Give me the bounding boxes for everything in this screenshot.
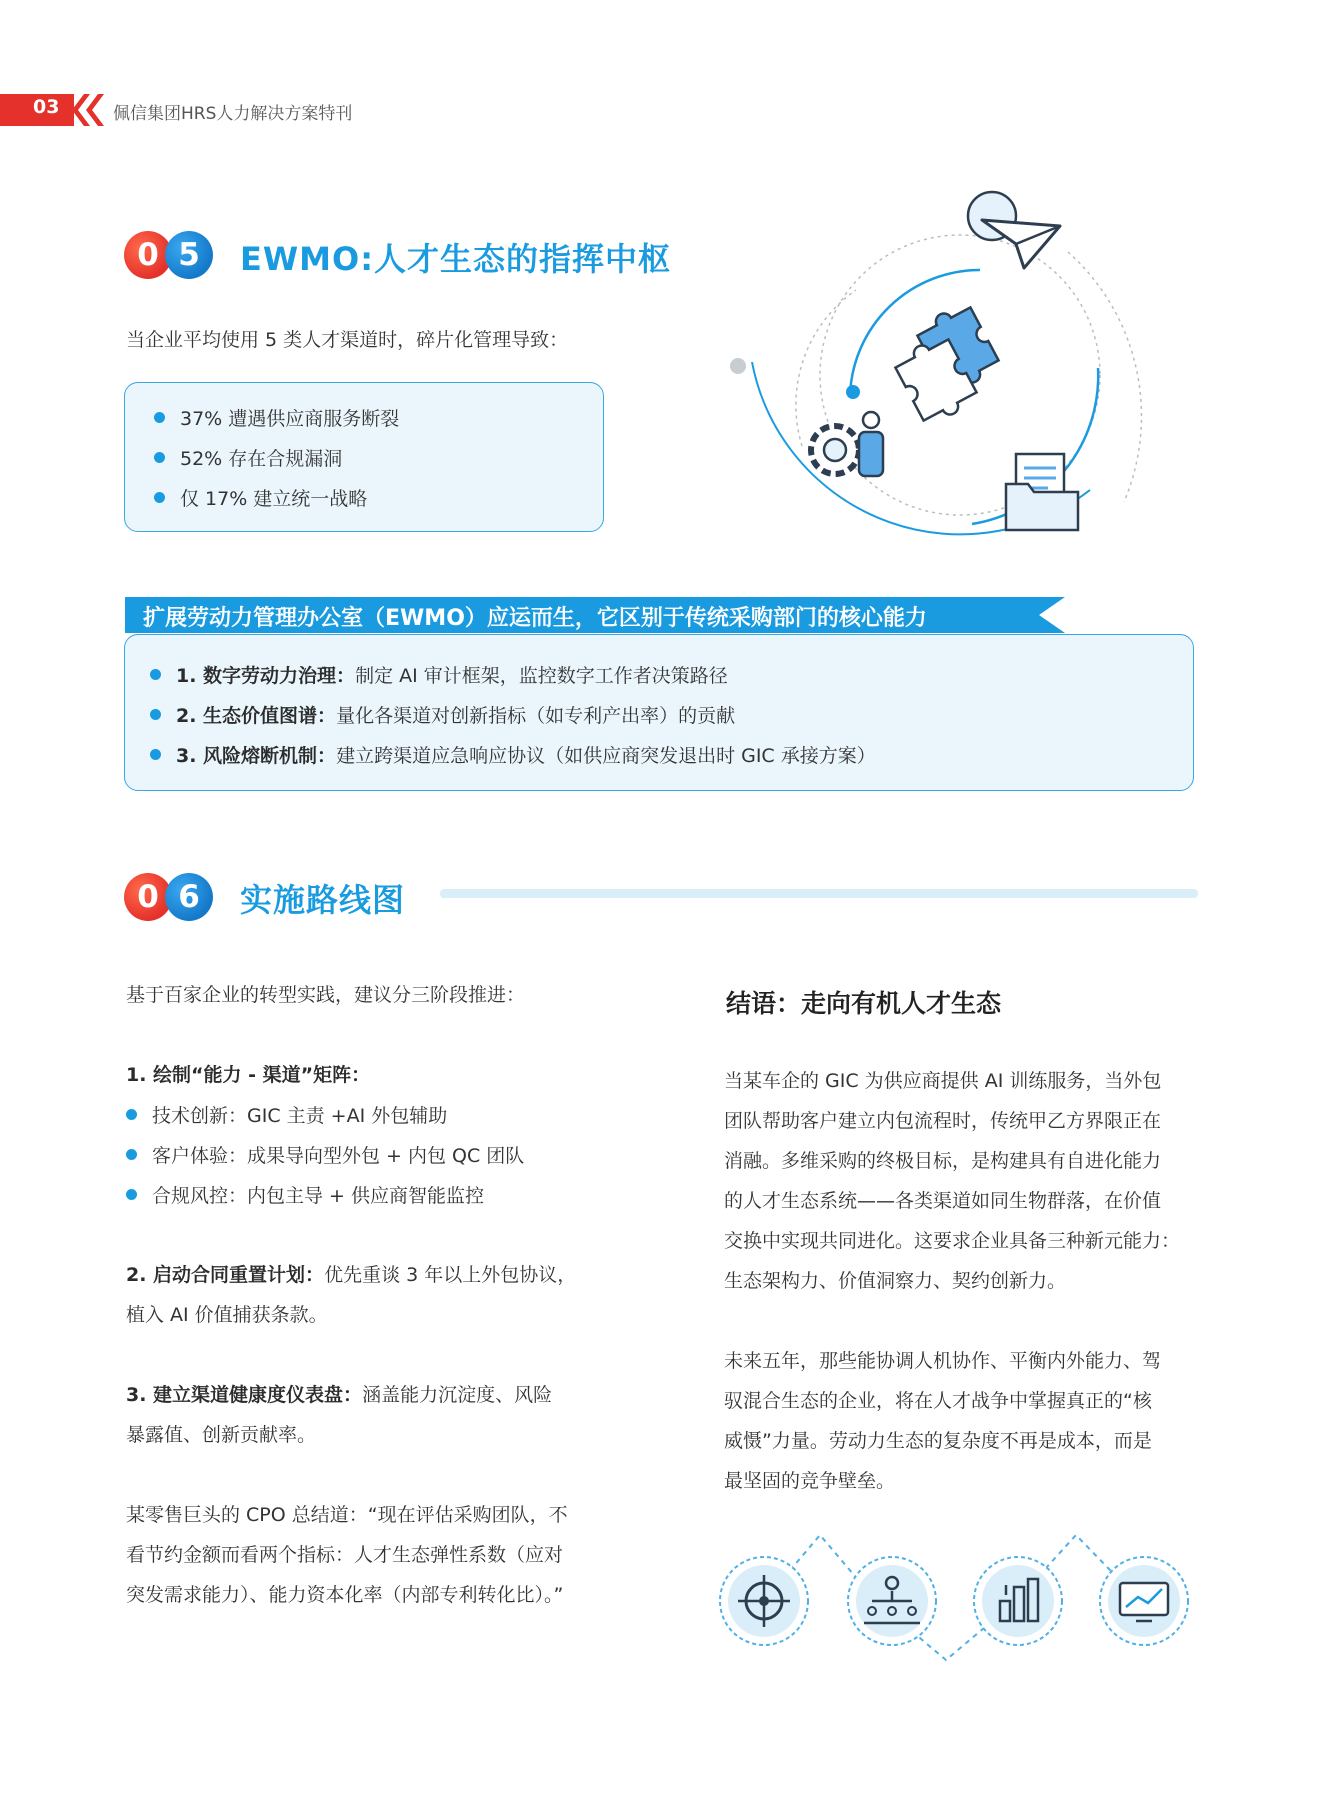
quote-line: 某零售巨头的 CPO 总结道：“现在评估采购团队，不 [126, 1504, 568, 1526]
section-title: EWMO:人才生态的指挥中枢 [240, 240, 672, 278]
bullet-dot-icon [126, 1149, 137, 1160]
puzzle-icon [892, 300, 1003, 427]
quote-line: 看节约金额而看两个指标：人才生态弹性系数（应对 [126, 1544, 564, 1566]
conclusion-line: 未来五年，那些能协调人机协作、平衡内外能力、驾 [724, 1350, 1162, 1372]
conclusion-line: 驭混合生态的企业，将在人才战争中掌握真正的“核 [724, 1390, 1152, 1412]
list-item: 客户体验：成果导向型外包 + 内包 QC 团队 [126, 1141, 524, 1168]
list-item: 52% 存在合规漏洞 [154, 444, 342, 471]
quote-line: 突发需求能力）、能力资本化率（内部专利转化比）。” [126, 1584, 564, 1606]
bullet-dot-icon [150, 669, 161, 680]
banner-heading: 扩展劳动力管理办公室（EWMO）应运而生，它区别于传统采购部门的核心能力 [143, 606, 927, 631]
section-intro: 当企业平均使用 5 类人才渠道时，碎片化管理导致： [126, 329, 569, 351]
gear-person-icon [811, 412, 883, 476]
list-item: 2. 生态价值图谱：量化各渠道对创新指标（如专利产出率）的贡献 [150, 701, 735, 728]
section-badge-digit: 0 [124, 873, 172, 921]
section-badge-digit: 0 [124, 231, 172, 279]
step-paragraph: 3. 建立渠道健康度仪表盘：涵盖能力沉淀度、风险 [126, 1384, 553, 1406]
page-number: 03 [33, 96, 60, 118]
target-icon [720, 1557, 808, 1645]
conclusion-line: 消融。多维采购的终极目标，是构建具有自进化能力 [724, 1150, 1162, 1172]
section-badge-digit: 5 [165, 231, 213, 279]
conclusion-line: 威慑”力量。劳动力生态的复杂度不再是成本，而是 [724, 1430, 1152, 1452]
chevron-left-icon [70, 92, 106, 128]
bullet-dot-icon [150, 709, 161, 720]
section-divider [440, 889, 1198, 898]
section-intro: 基于百家企业的转型实践，建议分三阶段推进： [126, 984, 526, 1006]
list-item: 3. 风险熔断机制：建立跨渠道应急响应协议（如供应商突发退出时 GIC 承接方案） [150, 741, 876, 768]
conclusion-line: 当某车企的 GIC 为供应商提供 AI 训练服务，当外包 [724, 1070, 1162, 1092]
step-title: 1. 绘制“能力 - 渠道”矩阵： [126, 1064, 371, 1086]
step-paragraph-continuation: 暴露值、创新贡献率。 [126, 1424, 317, 1446]
list-item: 1. 数字劳动力治理：制定 AI 审计框架，监控数字工作者决策路径 [150, 661, 728, 688]
bullet-dot-icon [150, 749, 161, 760]
conclusion-line: 交换中实现共同进化。这要求企业具备三种新元能力： [724, 1230, 1181, 1252]
bullet-dot-icon [154, 492, 165, 503]
list-item: 技术创新：GIC 主责 +AI 外包辅助 [126, 1101, 447, 1128]
conclusion-line: 的人才生态系统——各类渠道如同生物群落，在价值 [724, 1190, 1162, 1212]
list-item: 仅 17% 建立统一战略 [154, 484, 367, 511]
section-title: 实施路线图 [240, 881, 406, 919]
conclusion-line: 团队帮助客户建立内包流程时，传统甲乙方界限正在 [724, 1110, 1162, 1132]
conclusion-line: 最坚固的竞争壁垒。 [724, 1470, 896, 1492]
section-badge-digit: 6 [165, 873, 213, 921]
step-paragraph: 2. 启动合同重置计划：优先重谈 3 年以上外包协议， [126, 1264, 577, 1286]
conclusion-title: 结语：走向有机人才生态 [726, 989, 1002, 1018]
ecosystem-illustration [720, 190, 1150, 540]
monitor-chart-icon [1100, 1557, 1188, 1645]
step-paragraph-continuation: 植入 AI 价值捕获条款。 [126, 1304, 328, 1326]
bullet-dot-icon [154, 452, 165, 463]
paper-plane-icon [968, 192, 1060, 268]
bullet-dot-icon [154, 412, 165, 423]
list-item: 合规风控：内包主导 + 供应商智能监控 [126, 1181, 484, 1208]
org-chart-icon [848, 1557, 936, 1645]
bullet-dot-icon [126, 1109, 137, 1120]
list-item: 37% 遭遇供应商服务断裂 [154, 404, 399, 431]
bullet-dot-icon [126, 1189, 137, 1200]
publication-title: 佩信集团HRS人力解决方案特刊 [113, 104, 353, 124]
conclusion-line: 生态架构力、价值洞察力、契约创新力。 [724, 1270, 1067, 1292]
growth-bars-icon [974, 1557, 1062, 1645]
icon-chain [716, 1525, 1206, 1670]
